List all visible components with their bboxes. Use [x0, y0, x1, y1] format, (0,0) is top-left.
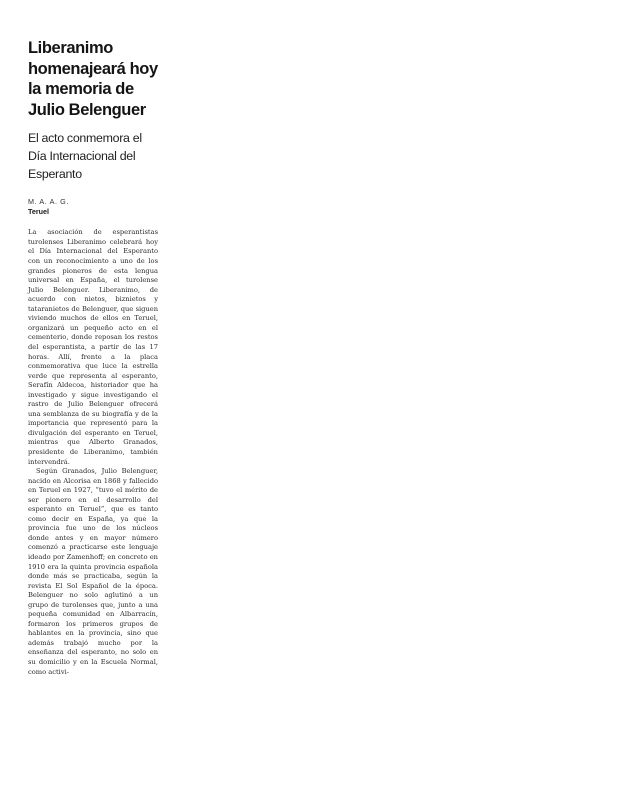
- byline: [28, 197, 158, 216]
- byline-location: Teruel: [28, 206, 50, 216]
- byline-author: M. A. A. G.: [28, 197, 69, 207]
- body-paragraph: La asociación de esperantistas turolenses Liberanimo celebrará hoy el Día Internacional del Esperanto con un reconocimiento a uno de los grandes pioneros de esta lengua universal en España, el turolense Julio Belenguer. Liberanimo, de acuerdo con nietos, biznietos y tataranietos de Belenguer, que siguen viviendo muchos de ellos en Teruel, organizará un pequeño acto en el cementerio, donde reposan los restos del esperantista, a partir de las 17 horas. Allí, frente a la placa conmemorativa que luce la estrella verde que representa al esperanto, Serafín Aldecoa, historiador que ha investigado y sigue investigando el rastro de Julio Belenguer ofrecerá una semblanza de su biografía y de la importancia que representó para la divulgación del esperanto en Teruel, mientras que Alberto Granados, presidente de Liberanimo, también intervendrá.: [28, 228, 158, 466]
- article: [28, 38, 158, 677]
- body-paragraph: Según Granados, Julio Belenguer, nacido en Alcorisa en 1868 y fallecido en Teruel en 1927, “tuvo el mérito de ser pionero en el desarrollo del esperanto en Teruel”, que es tanto como decir en España, ya que la provincia fue uno de los núcleos donde antes y en mayor número comenzó a practicarse este lenguaje ideado por Zamenhoff; en concreto en 1910 era la quinta provincia española donde más se practicaba, según la revista El Sol Español de la época. Belenguer no solo aglutinó a un grupo de turolenses que, junto a una pequeña comunidad en Albarracín, formaron los primeros grupos de hablantes en la provincia, sino que además trabajó mucho por la enseñanza del esperanto, no solo en su domicilio y en la Escuela Normal, como activi-: [28, 467, 158, 676]
- article-body: [28, 228, 158, 677]
- article-headline: Liberanimo homenajeará hoy la memoria de Julio Belenguer: [28, 39, 158, 119]
- article-subtitle: El acto conmemora el Día Internacional del Esperanto: [28, 131, 142, 181]
